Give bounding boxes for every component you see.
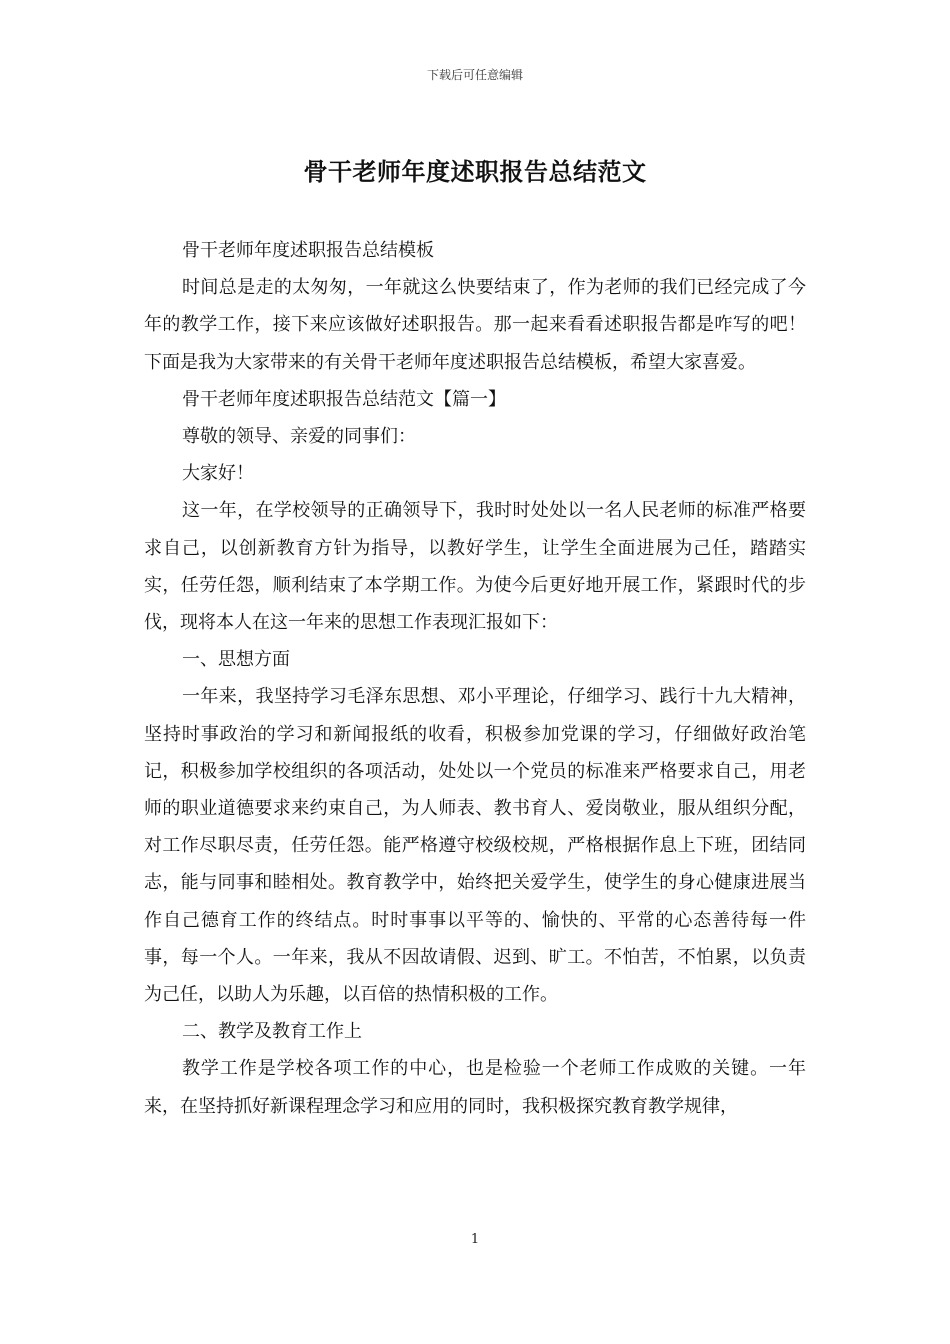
document-title: 骨干老师年度述职报告总结范文	[303, 157, 647, 186]
subtitle-paragraph: 骨干老师年度述职报告总结模板	[182, 240, 434, 261]
salutation-paragraph: 尊敬的领导、亲爱的同事们：	[182, 426, 416, 448]
intro-paragraph: 时间总是走的太匆匆，一年就这么快要结束了，作为老师的我们已经完成了今年的教学工作，接下来应该做好述职报告。那一起来看看述职报告都是咋写的吧！下面是我为大家带来的有关骨干老师年度述职报告总结模板，希望大家喜爱。	[144, 277, 806, 373]
body-paragraph: 这一年，在学校领导的正确领导下，我时时处处以一名人民老师的标准严格要求自己，以创新教育方针为指导，以教好学生，让学生全面进展为己任，踏踏实实，任劳任怨，顺利结束了本学期工作。为使今后更好地开展工作，紧跟时代的步伐，现将本人在这一年来的思想工作表现汇报如下：	[144, 500, 806, 634]
page-number: 1	[470, 1232, 480, 1247]
section-heading-thought: 一、思想方面	[182, 649, 290, 671]
section-heading-teaching: 二、教学及教育工作上	[182, 1021, 362, 1043]
greeting-paragraph: 大家好！	[182, 463, 254, 485]
header-note: 下载后可任意编辑	[426, 68, 523, 82]
document-body	[144, 232, 806, 1125]
section-heading-part-one: 骨干老师年度述职报告总结范文【篇一】	[182, 388, 506, 410]
body-paragraph: 一年来，我坚持学习毛泽东思想、邓小平理论，仔细学习、践行十九大精神，坚持时事政治的学习和新闻报纸的收看，积极参加党课的学习，仔细做好政治笔记，积极参加学校组织的各项活动，处处以一个党员的标准来严格要求自己，用老师的职业道德要求来约束自己，为人师表、教书育人、爱岗敬业，服从组织分配，对工作尽职尽责，任劳任怨。能严格遵守校级校规，严格根据作息上下班，团结同志，能与同事和睦相处。教育教学中，始终把关爱学生，使学生的身心健康进展当作自己德育工作的终结点。时时事事以平等的、愉快的、平常的心态善待每一件事，每一个人。一年来，我从不因故请假、迟到、旷工。不怕苦，不怕累，以负责为己任，以助人为乐趣，以百倍的热情积极的工作。	[144, 686, 806, 1006]
body-paragraph: 教学工作是学校各项工作的中心，也是检验一个老师工作成败的关键。一年来，在坚持抓好新课程理念学习和应用的同时，我积极探究教育教学规律，	[144, 1058, 806, 1117]
